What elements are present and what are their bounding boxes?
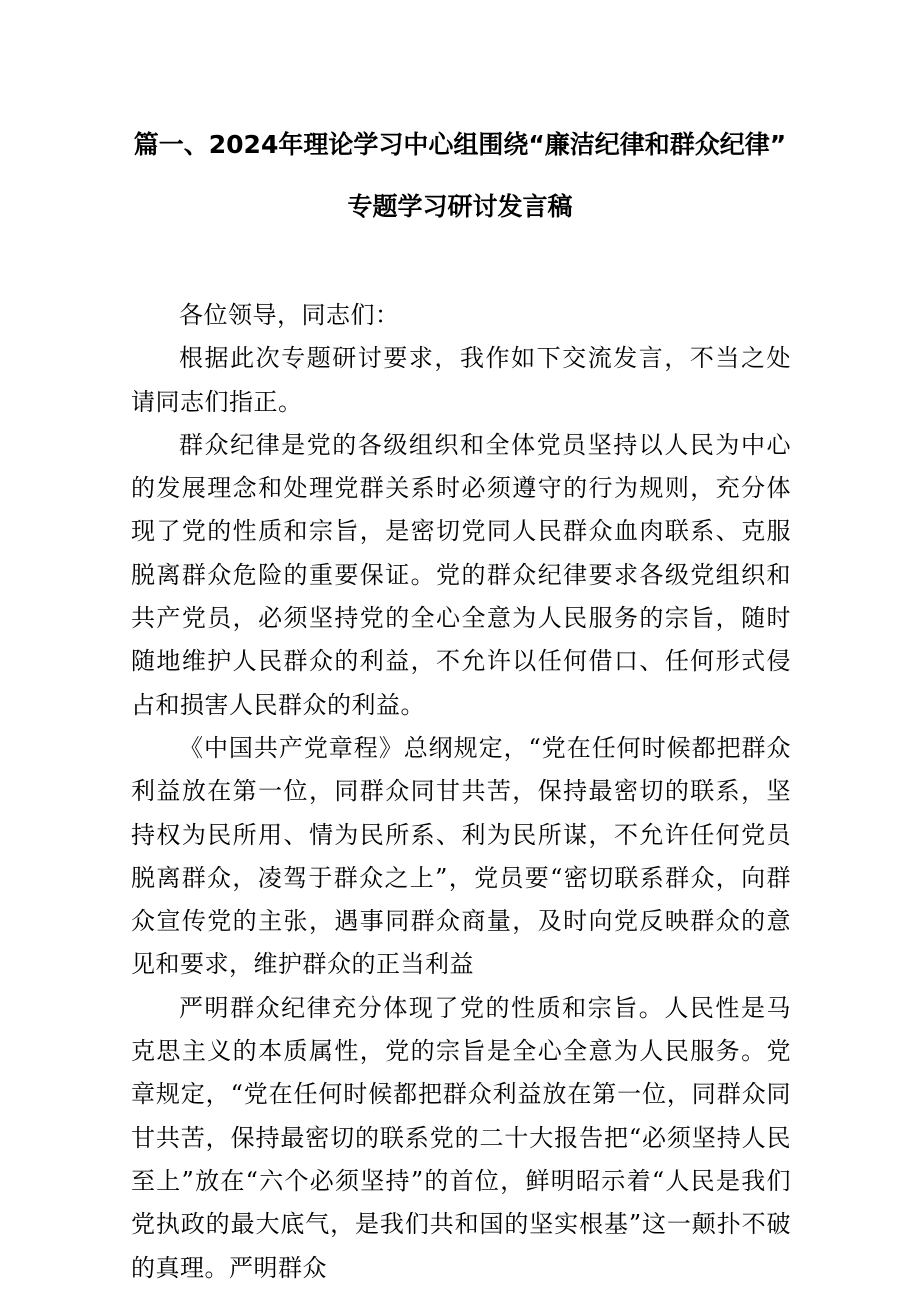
paragraph-2: 群众纪律是党的各级组织和全体党员坚持以人民为中心的发展理念和处理党群关系时必须遵守的行为规则，充分体现了党的性质和宗旨，是密切党同人民群众血肉联系、克服脱离群众危险的重要保证。党的群众纪律要求各级党组织和共产党员，必须坚持党的全心全意为人民服务的宗旨，随时随地维护人民群众的利益，不允许以任何借口、任何形式侵占和损害人民群众的利益。 bbox=[131, 430, 791, 719]
document-title-line-1: 篇一、2024年理论学习中心组围绕“廉洁纪律和群众纪律” bbox=[133, 130, 787, 159]
paragraph-3: 《中国共产党章程》总纲规定，“党在任何时候都把群众利益放在第一位，同群众同甘共苦，保持最密切的联系，坚持权为民所用、情为民所系、利为民所谋，不允许任何党员脱离群众，凌驾于群众之上”，党员要“密切联系群众，向群众宣传党的主张，遇事同群众商量，及时向党反映群众的意见和要求，维护群众的正当利益 bbox=[131, 733, 791, 979]
paragraph-4: 严明群众纪律充分体现了党的性质和宗旨。人民性是马克思主义的本质属性，党的宗旨是全心全意为人民服务。党章规定，“党在任何时候都把群众利益放在第一位，同群众同甘共苦，保持最密切的联系党的二十大报告把“必须坚持人民至上”放在“六个必须坚持”的首位，鲜明昭示着“人民是我们党执政的最大底气，是我们共和国的坚实根基”这一颠扑不破的真理。严明群众 bbox=[131, 993, 791, 1282]
salutation: 各位领导，同志们： bbox=[179, 301, 400, 329]
document-body bbox=[131, 294, 791, 1290]
paragraph-1: 根据此次专题研讨要求，我作如下交流发言，不当之处请同志们指正。 bbox=[131, 344, 791, 416]
document-title-line-2: 专题学习研讨发言稿 bbox=[347, 192, 573, 221]
